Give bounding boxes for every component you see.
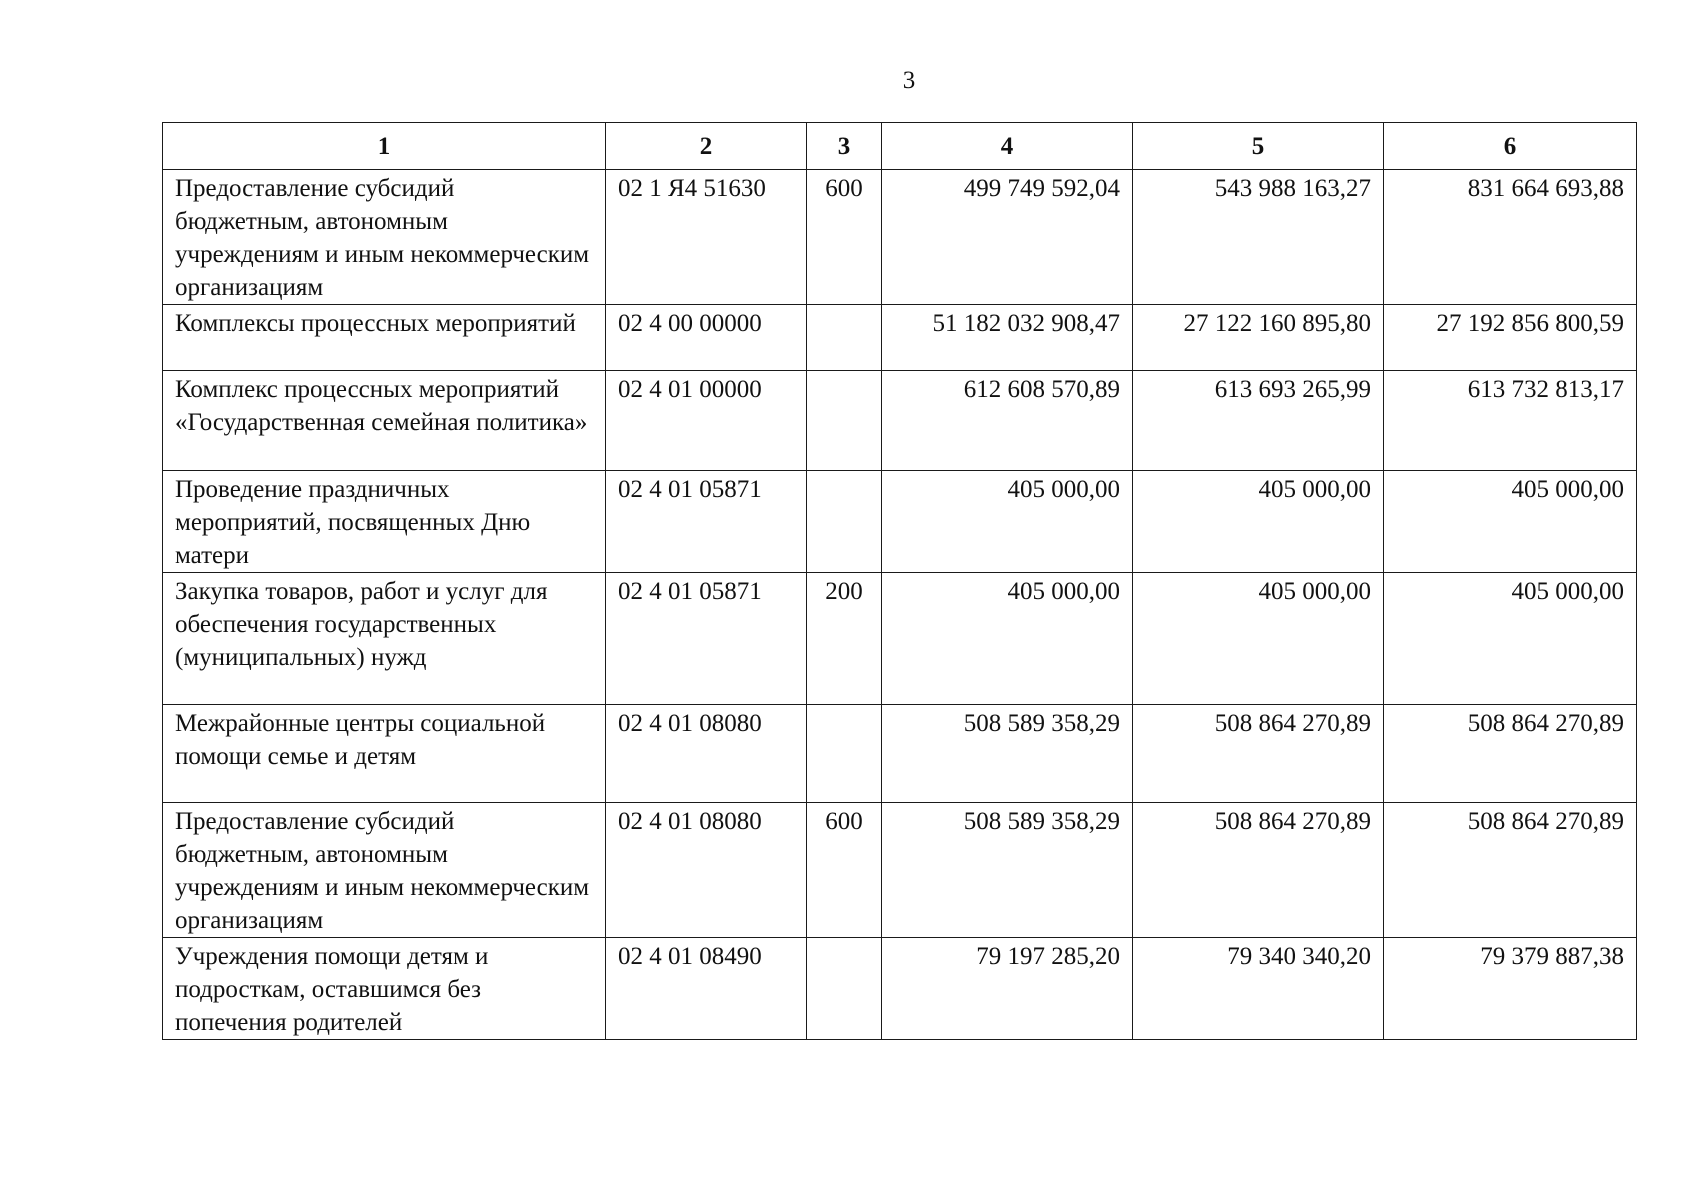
row-name: Закупка товаров, работ и услуг для обеспечения государственных (муниципальных) нужд (163, 573, 606, 705)
row-expense-type (807, 305, 882, 371)
row-sum-col6: 831 664 693,88 (1384, 170, 1637, 305)
row-expense-type (807, 471, 882, 573)
row-expense-type (807, 371, 882, 471)
column-header: 4 (882, 123, 1133, 170)
row-code: 02 4 01 08080 (606, 705, 807, 803)
row-name: Межрайонные центры социальной помощи семье и детям (163, 705, 606, 803)
row-code: 02 4 01 05871 (606, 573, 807, 705)
row-sum-col6: 405 000,00 (1384, 471, 1637, 573)
row-sum-col4: 405 000,00 (882, 471, 1133, 573)
row-code: 02 4 01 08490 (606, 938, 807, 1040)
row-sum-col5: 508 864 270,89 (1133, 803, 1384, 938)
table-row (163, 170, 1637, 305)
row-sum-col6: 613 732 813,17 (1384, 371, 1637, 471)
row-sum-col4: 405 000,00 (882, 573, 1133, 705)
row-sum-col5: 79 340 340,20 (1133, 938, 1384, 1040)
row-name: Учреждения помощи детям и подросткам, оставшимся без попечения родителей (163, 938, 606, 1040)
row-sum-col4: 612 608 570,89 (882, 371, 1133, 471)
row-sum-col5: 543 988 163,27 (1133, 170, 1384, 305)
table-row (163, 705, 1637, 803)
table-row (163, 371, 1637, 471)
row-sum-col4: 499 749 592,04 (882, 170, 1133, 305)
table-header-row (163, 123, 1637, 170)
row-sum-col5: 508 864 270,89 (1133, 705, 1384, 803)
row-code: 02 4 01 08080 (606, 803, 807, 938)
table-row (163, 471, 1637, 573)
row-sum-col6: 27 192 856 800,59 (1384, 305, 1637, 371)
column-header: 2 (606, 123, 807, 170)
row-expense-type (807, 705, 882, 803)
row-name: Проведение праздничных мероприятий, посвященных Дню матери (163, 471, 606, 573)
table-row (163, 803, 1637, 938)
row-sum-col6: 79 379 887,38 (1384, 938, 1637, 1040)
row-expense-type: 200 (807, 573, 882, 705)
row-sum-col6: 508 864 270,89 (1384, 705, 1637, 803)
row-name: Предоставление субсидий бюджетным, автономным учреждениям и иным некоммерческим организациям (163, 170, 606, 305)
row-code: 02 1 Я4 51630 (606, 170, 807, 305)
row-code: 02 4 01 00000 (606, 371, 807, 471)
row-sum-col5: 613 693 265,99 (1133, 371, 1384, 471)
row-sum-col6: 508 864 270,89 (1384, 803, 1637, 938)
row-sum-col5: 27 122 160 895,80 (1133, 305, 1384, 371)
table-row (163, 573, 1637, 705)
row-code: 02 4 00 00000 (606, 305, 807, 371)
row-expense-type: 600 (807, 803, 882, 938)
row-name: Комплексы процессных мероприятий (163, 305, 606, 371)
column-header: 5 (1133, 123, 1384, 170)
row-expense-type: 600 (807, 170, 882, 305)
row-code: 02 4 01 05871 (606, 471, 807, 573)
column-header: 6 (1384, 123, 1637, 170)
row-sum-col4: 51 182 032 908,47 (882, 305, 1133, 371)
row-sum-col6: 405 000,00 (1384, 573, 1637, 705)
row-sum-col5: 405 000,00 (1133, 471, 1384, 573)
column-header: 3 (807, 123, 882, 170)
row-sum-col4: 508 589 358,29 (882, 705, 1133, 803)
budget-table (162, 122, 1637, 1040)
row-sum-col5: 405 000,00 (1133, 573, 1384, 705)
row-name: Комплекс процессных мероприятий «Государственная семейная политика» (163, 371, 606, 471)
row-expense-type (807, 938, 882, 1040)
row-sum-col4: 79 197 285,20 (882, 938, 1133, 1040)
row-sum-col4: 508 589 358,29 (882, 803, 1133, 938)
page-number: 3 (902, 67, 916, 94)
column-header: 1 (163, 123, 606, 170)
table-row (163, 938, 1637, 1040)
row-name: Предоставление субсидий бюджетным, автономным учреждениям и иным некоммерческим организациям (163, 803, 606, 938)
table-row (163, 305, 1637, 371)
